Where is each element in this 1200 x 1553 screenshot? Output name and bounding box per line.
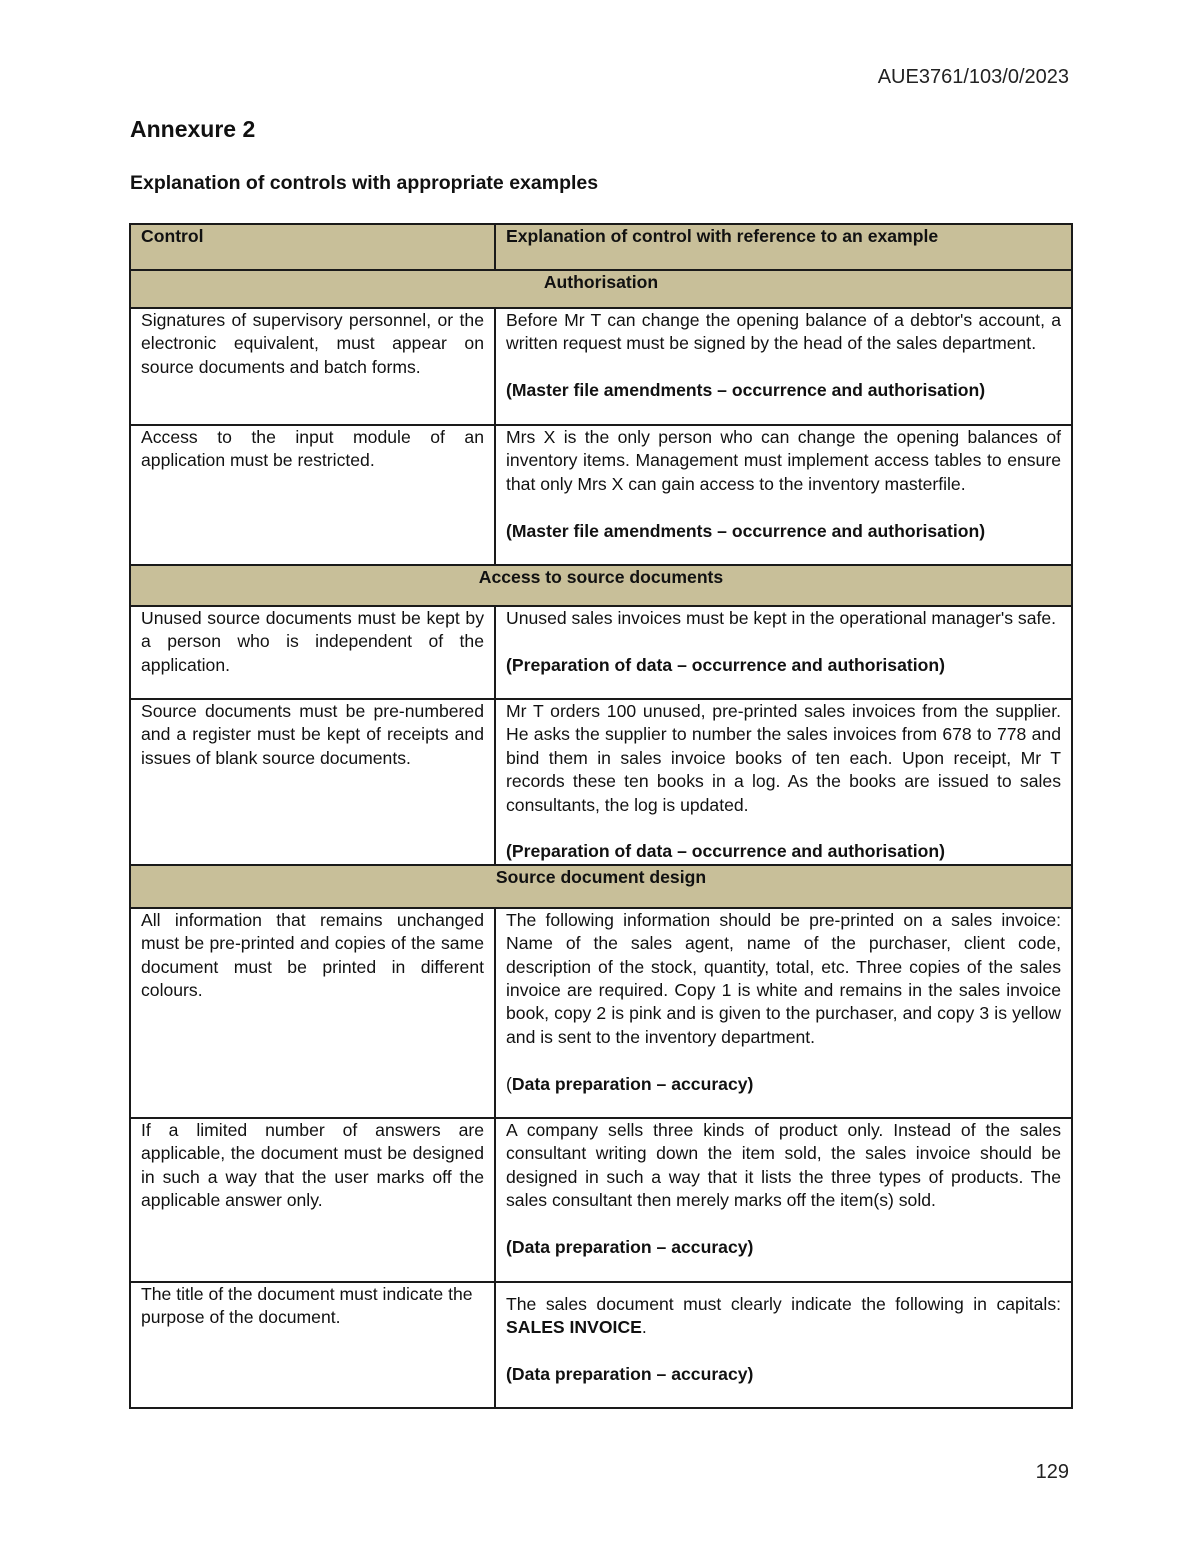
control-cell: Access to the input module of an application must be restricted. xyxy=(130,425,495,565)
table-row xyxy=(130,606,1072,699)
control-cell: Signatures of supervisory personnel, or the electronic equivalent, must appear on source documents and batch forms. xyxy=(130,308,495,425)
explanation-text-main: The sales document must clearly indicate the following in capitals: xyxy=(506,1293,1061,1314)
table-row xyxy=(130,425,1072,565)
table-row xyxy=(130,1282,1072,1408)
explanation-cell xyxy=(495,606,1072,699)
assertion-tag-lead: ( xyxy=(506,1073,512,1094)
document-code: AUE3761/103/0/2023 xyxy=(877,66,1069,88)
table-header-row xyxy=(130,224,1072,270)
table-row xyxy=(130,699,1072,865)
table-row xyxy=(130,908,1072,1118)
assertion-tag: (Preparation of data – occurrence and authorisation) xyxy=(506,841,945,862)
assertion-tag: (Data preparation – accuracy) xyxy=(506,1364,754,1385)
assertion-tag-text: Data preparation – accuracy) xyxy=(511,1073,754,1094)
assertion-tag: (Preparation of data – occurrence and authorisation) xyxy=(506,654,945,675)
column-header-control: Control xyxy=(130,224,495,270)
assertion-tag: (Data preparation – accuracy) xyxy=(506,1236,754,1257)
control-cell: Unused source documents must be kept by a person who is independent of the application. xyxy=(130,606,495,699)
control-cell: The title of the document must indicate the purpose of the document. xyxy=(130,1282,495,1408)
annexure-title: Annexure 2 xyxy=(130,116,256,142)
explanation-text: Mrs X is the only person who can change the opening balances of inventory items. Management must implement access tables to ensure that only Mrs X can gain access to the inventory masterfile. xyxy=(506,427,1061,494)
controls-table xyxy=(129,223,1073,1409)
section-row xyxy=(130,565,1072,606)
explanation-text: The following information should be pre-printed on a sales invoice: Name of the sales agent, name of the purchaser, client code, description of the stock, quantity, total, etc. Three copies of the sales invoice are required. Copy 1 is white and remains in the sales invoice book, copy 2 is pink and is given to the purchaser, and copy 3 is yellow and is sent to the inventory department. xyxy=(506,909,1061,1047)
explanation-text: Before Mr T can change the opening balance of a debtor's account, a written request must be signed by the head of the sales department. xyxy=(506,310,1061,354)
control-cell: If a limited number of answers are applicable, the document must be designed in such a way that the user marks off the applicable answer only. xyxy=(130,1118,495,1282)
explanation-cell xyxy=(495,1118,1072,1282)
section-title-authorisation: Authorisation xyxy=(130,270,1072,308)
page-number: 129 xyxy=(1035,1461,1069,1483)
control-cell: Source documents must be pre-numbered and a register must be kept of receipts and issues of blank source documents. xyxy=(130,699,495,865)
explanation-text: A company sells three kinds of product only. Instead of the sales consultant writing down the item sold, the sales invoice should be designed in such a way that it lists the three types of products. The sales consultant then merely marks off the item(s) sold. xyxy=(506,1119,1061,1211)
explanation-cell xyxy=(495,308,1072,425)
table-row xyxy=(130,1118,1072,1282)
explanation-cell xyxy=(495,908,1072,1118)
assertion-tag: (Master file amendments – occurrence and authorisation) xyxy=(506,380,986,401)
explanation-text: Unused sales invoices must be kept in the operational manager's safe. xyxy=(506,608,1057,628)
section-row xyxy=(130,270,1072,308)
column-header-explanation: Explanation of control with reference to an example xyxy=(495,224,1072,270)
assertion-tag: (Master file amendments – occurrence and authorisation) xyxy=(506,520,986,541)
section-title-access: Access to source documents xyxy=(130,565,1072,606)
control-cell: All information that remains unchanged must be pre-printed and copies of the same document must be printed in different colours. xyxy=(130,908,495,1118)
explanation-emphasis: SALES INVOICE xyxy=(506,1317,642,1338)
explanation-text xyxy=(506,1293,1061,1340)
annexure-subtitle: Explanation of controls with appropriate examples xyxy=(130,172,599,194)
explanation-cell xyxy=(495,425,1072,565)
section-title-design: Source document design xyxy=(130,865,1072,908)
explanation-cell xyxy=(495,1282,1072,1408)
section-row xyxy=(130,865,1072,908)
table-row xyxy=(130,308,1072,425)
explanation-cell xyxy=(495,699,1072,865)
assertion-tag xyxy=(506,1073,1061,1096)
explanation-text-end: . xyxy=(641,1317,647,1338)
explanation-text: Mr T orders 100 unused, pre-printed sales invoices from the supplier. He asks the supplier to number the sales invoices from 678 to 778 and bind them in sales invoice books of ten each. Upon receipt, Mr T records these ten books in a log. As the books are issued to sales consultants, the log is updated. xyxy=(506,701,1061,815)
